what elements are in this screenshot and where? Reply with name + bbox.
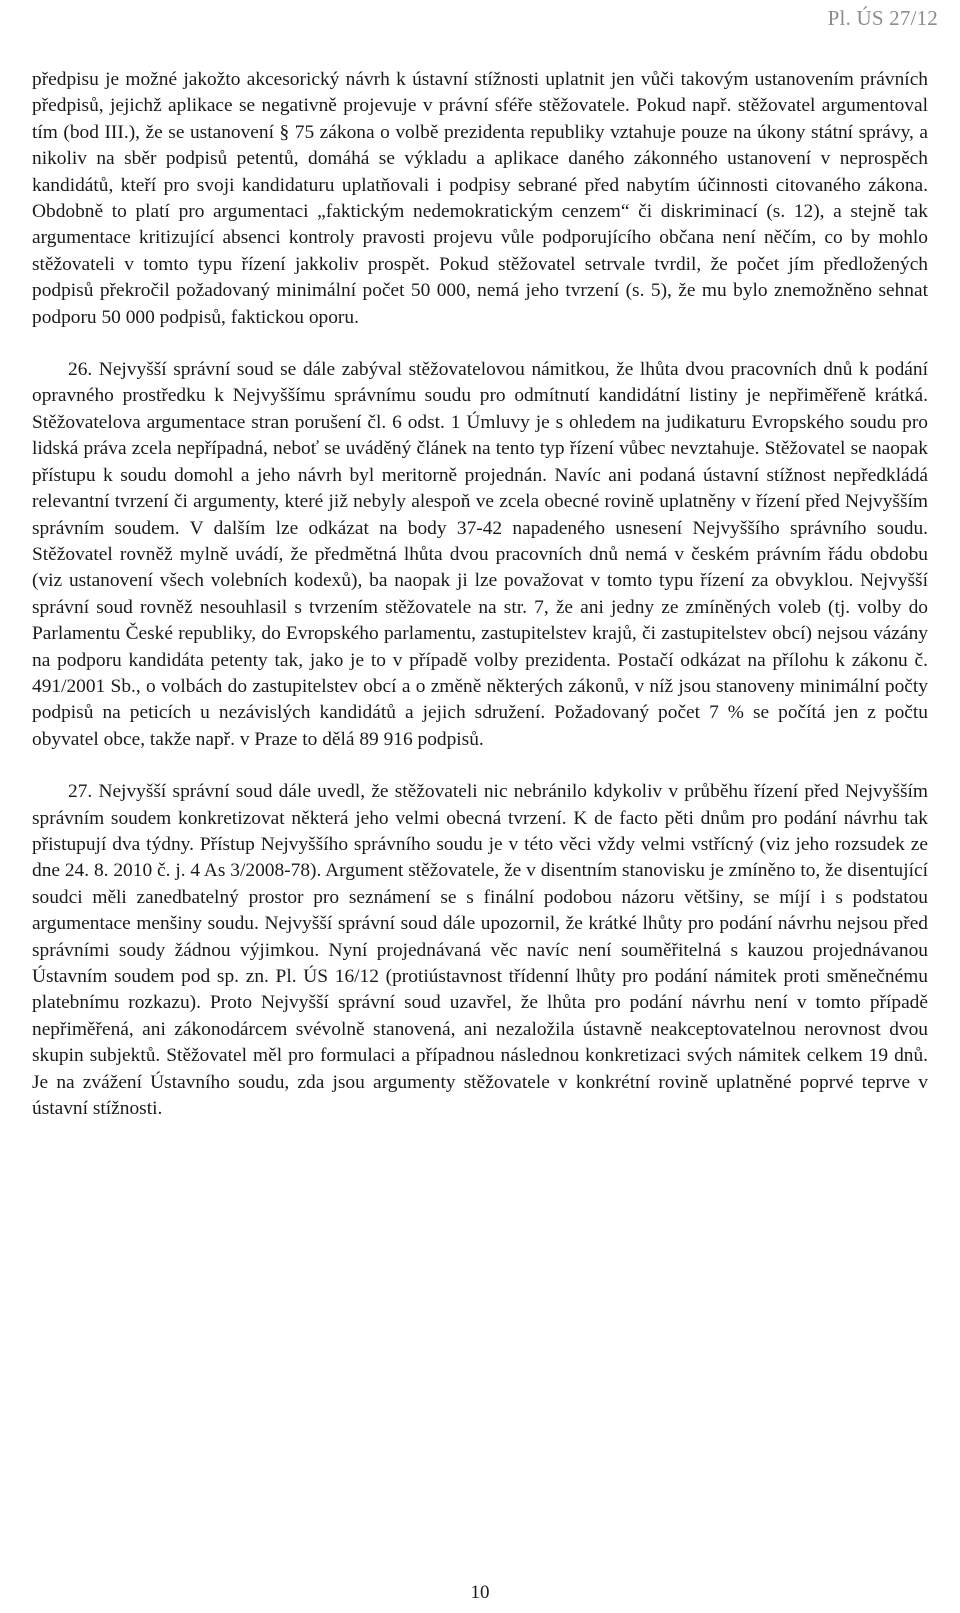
paragraph-spacer: [32, 331, 928, 357]
document-body: [32, 67, 928, 1122]
paragraph-continuation: předpisu je možné jakožto akcesorický návrh k ústavní stížnosti uplatnit jen vůči takovým ustanovením právních předpisů, jejichž aplikace se negativně projevuje v právní sféře stěžovatele. Pokud např. stěžovatel argumentoval tím (bod III.), že se ustanovení § 75 zákona o volbě prezidenta republiky vztahuje pouze na úkony státní správy, a nikoliv na sběr podpisů petentů, domáhá se výkladu a aplikace daného zákonného ustanovení v neprospěch kandidátů, kteří pro svoji kandidaturu uplatňovali i podpisy sebrané před nabytím účinnosti citovaného zákona. Obdobně to platí pro argumentaci „faktickým nedemokratickým cenzem“ či diskriminací (s. 12), a stejně tak argumentace kritizující absenci kontroly pravosti projevu vůle podporujícího občana není něčím, co by mohlo stěžovateli v tomto typu řízení jakkoliv prospět. Pokud stěžovatel setrvale tvrdil, že počet jím předložených podpisů překročil požadovaný minimální počet 50 000, nemá jeho tvrzení (s. 5), že mu bylo znemožněno sehnat podporu 50 000 podpisů, faktickou oporu.: [32, 69, 928, 328]
page-number: 10: [470, 1582, 490, 1603]
paragraph-spacer: [32, 753, 928, 779]
paragraph-26: 26. Nejvyšší správní soud se dále zabýval stěžovatelovou námitkou, že lhůta dvou pracovních dnů k podání opravného prostředku k Nejvyššímu správnímu soudu pro odmítnutí kandidátní listiny je nepřiměřeně krátká. Stěžovatelova argumentace stran porušení čl. 6 odst. 1 Úmluvy je s ohledem na judikaturu Evropského soudu pro lidská práva zcela nepřípadná, neboť se uváděný článek na tento typ řízení vůbec nevztahuje. Stěžovatel se naopak přístupu k soudu domohl a jeho návrh byl meritorně projednán. Navíc ani podaná ústavní stížnost nepředkládá relevantní tvrzení či argumenty, které již nebyly alespoň ve zcela obecné rovině uplatněny v řízení před Nejvyšším správním soudem. V dalším lze odkázat na body 37-42 napadeného usnesení Nejvyššího správního soudu. Stěžovatel rovněž mylně uvádí, že předmětná lhůta dvou pracovních dnů nemá v českém právním řádu obdobu (viz ustanovení všech volebních kodexů), ba naopak ji lze považovat v tomto typu řízení za obvyklou. Nejvyšší správní soud rovněž nesouhlasil s tvrzením stěžovatele na str. 7, že ani jedny ze zmíněných voleb (tj. volby do Parlamentu České republiky, do Evropského parlamentu, zastupitelstev krajů, či zastupitelstev obcí) nejsou vázány na podporu kandidáta petenty tak, jako je to v případě volby prezidenta. Postačí odkázat na přílohu k zákonu č. 491/2001 Sb., o volbách do zastupitelstev obcí a o změně některých zákonů, v níž jsou stanoveny minimální počty podpisů na peticích u nezávislých kandidátů a jejich sdružení. Požadovaný počet 7 % se počítá jen z počtu obyvatel obce, takže např. v Praze to dělá 89 916 podpisů.: [32, 359, 928, 750]
paragraph-27: 27. Nejvyšší správní soud dále uvedl, že stěžovateli nic nebránilo kdykoliv v průběhu řízení před Nejvyšším správním soudem konkretizovat některá jeho velmi obecná tvrzení. K de facto pěti dnům pro podání návrhu tak přistupují dva týdny. Přístup Nejvyššího správního soudu je v této věci vždy velmi vstřícný (viz jeho rozsudek ze dne 24. 8. 2010 č. j. 4 As 3/2008-78). Argument stěžovatele, že v disentním stanovisku je zmíněno to, že disentující soudci měli zanedbatelný prostor pro seznámení se s finální podobou názoru většiny, se míjí i s podstatou argumentace menšiny soudu. Nejvyšší správní soud dále upozornil, že krátké lhůty pro podání návrhu nejsou před správními soudy žádnou výjimkou. Nyní projednávaná věc navíc není souměřitelná s kauzou projednávanou Ústavním soudem pod sp. zn. Pl. ÚS 16/12 (protiústavnost třídenní lhůty pro podání námitek proti směnečnému platebnímu rozkazu). Proto Nejvyšší správní soud uzavřel, že lhůta pro podání návrhu není v tomto případě nepřiměřená, ani zákonodárcem svévolně stanovená, ani nezaložila ústavně neakceptovatelnou nerovnost dvou skupin subjektů. Stěžovatel měl pro formulaci a případnou následnou konkretizaci svých námitek celkem 19 dnů. Je na zvážení Ústavního soudu, zda jsou argumenty stěžovatele v konkrétní rovině uplatněné poprvé teprve v ústavní stížnosti.: [32, 781, 928, 1120]
case-reference-header: Pl. ÚS 27/12: [827, 6, 938, 30]
